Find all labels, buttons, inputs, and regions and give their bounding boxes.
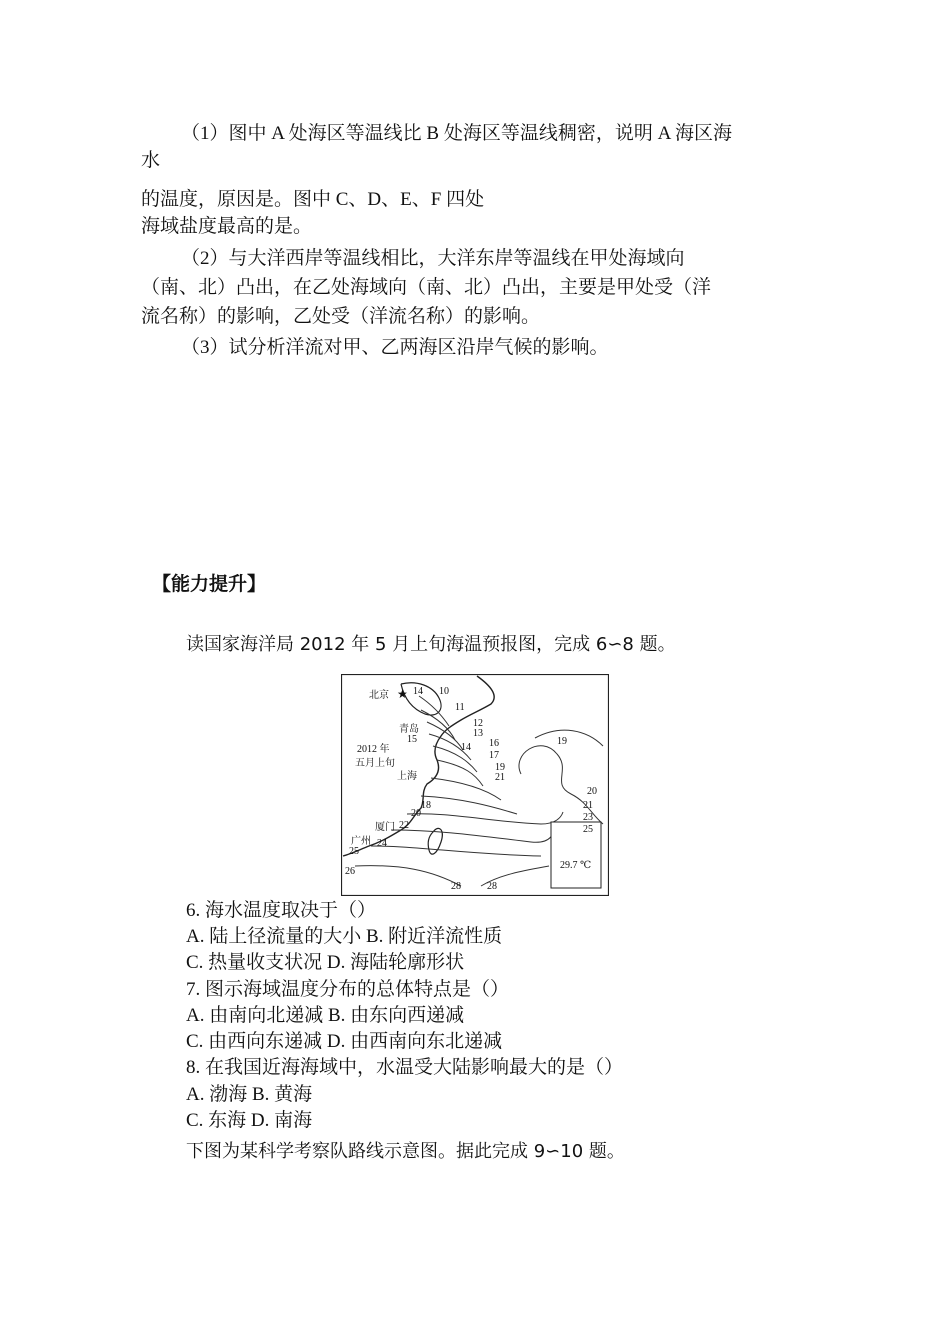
temp-box <box>551 822 601 888</box>
iso-label: 25 <box>583 824 593 835</box>
q6-options-ab: A. 陆上径流量的大小 B. 附近洋流性质 <box>186 926 503 947</box>
iso-label: 24 <box>377 838 387 849</box>
label-guangzhou: 广州 <box>351 836 371 847</box>
q8-options-ab: A. 渤海 B. 黄海 <box>186 1084 313 1105</box>
iso-label: 11 <box>455 702 465 713</box>
q1-line3: 的温度，原因是。图中 C、D、E、F 四处 <box>141 189 485 210</box>
q1-line1: （1）图中 A 处海区等温线比 B 处海区等温线稠密，说明 A 海区海 <box>181 123 733 144</box>
iso-label: 22 <box>399 820 409 831</box>
iso-label: 10 <box>439 686 449 697</box>
sea-temperature-map <box>341 674 609 896</box>
q7-options-ab: A. 由南向北递减 B. 由东向西递减 <box>186 1005 465 1026</box>
q7-options-cd: C. 由西向东递减 D. 由西南向东北递减 <box>186 1031 503 1052</box>
iso-label: 25 <box>349 846 359 857</box>
beijing-star-icon: ★ <box>397 687 408 701</box>
iso-label: 20 <box>411 808 421 819</box>
iso-label: 14 <box>413 686 423 697</box>
q2-line3: 流名称）的影响，乙处受（洋流名称）的影响。 <box>141 306 541 327</box>
iso-label: 12 <box>473 718 483 729</box>
iso-label: 17 <box>489 750 499 761</box>
section-heading: 【能力提升】 <box>152 573 267 595</box>
q2-line2: （南、北）凸出，在乙处海域向（南、北）凸出，主要是甲处受（洋 <box>141 277 712 298</box>
q6-options-cd: C. 热量收支状况 D. 海陆轮廓形状 <box>186 952 465 973</box>
iso-label: 16 <box>489 738 499 749</box>
label-period: 五月上旬 <box>355 758 395 769</box>
q8-stem: 8. 在我国近海海域中，水温受大陆影响最大的是（） <box>186 1057 624 1078</box>
q1-line4: 海域盐度最高的是。 <box>141 216 313 237</box>
next-intro: 下图为某科学考察队路线示意图。据此完成 9∽10 题。 <box>186 1141 625 1162</box>
iso-label: 28 <box>487 881 497 892</box>
box-temp-label: 29.7 ℃ <box>560 860 592 871</box>
q1-line2: 水 <box>141 150 161 171</box>
iso-label: 21 <box>583 800 593 811</box>
iso-label: 18 <box>421 800 431 811</box>
iso-label: 14 <box>461 742 471 753</box>
iso-label: 21 <box>495 772 505 783</box>
iso-label: 23 <box>583 812 593 823</box>
q2-line1: （2）与大洋西岸等温线相比，大洋东岸等温线在甲处海域向 <box>181 248 685 269</box>
label-beijing: 北京 <box>369 690 389 701</box>
label-year: 2012 年 <box>357 744 390 755</box>
iso-label: 19 <box>557 736 567 747</box>
label-shanghai: 上海 <box>397 771 417 782</box>
section-intro: 读国家海洋局 2012 年 5 月上旬海温预报图，完成 6∽8 题。 <box>186 634 676 655</box>
q7-stem: 7. 图示海域温度分布的总体特点是（） <box>186 979 510 1000</box>
iso-label: 20 <box>587 786 597 797</box>
q8-options-cd: C. 东海 D. 南海 <box>186 1110 313 1131</box>
iso-label: 26 <box>345 866 355 877</box>
iso-label: 19 <box>495 762 505 773</box>
iso-label: 13 <box>473 728 483 739</box>
q3-line1: （3）试分析洋流对甲、乙两海区沿岸气候的影响。 <box>181 337 609 358</box>
iso-label: 15 <box>407 734 417 745</box>
iso-label: 28 <box>451 881 461 892</box>
label-xiamen: 厦门 <box>375 822 395 833</box>
label-qingdao: 青岛 <box>399 724 419 735</box>
q6-stem: 6. 海水温度取决于（） <box>186 900 377 921</box>
